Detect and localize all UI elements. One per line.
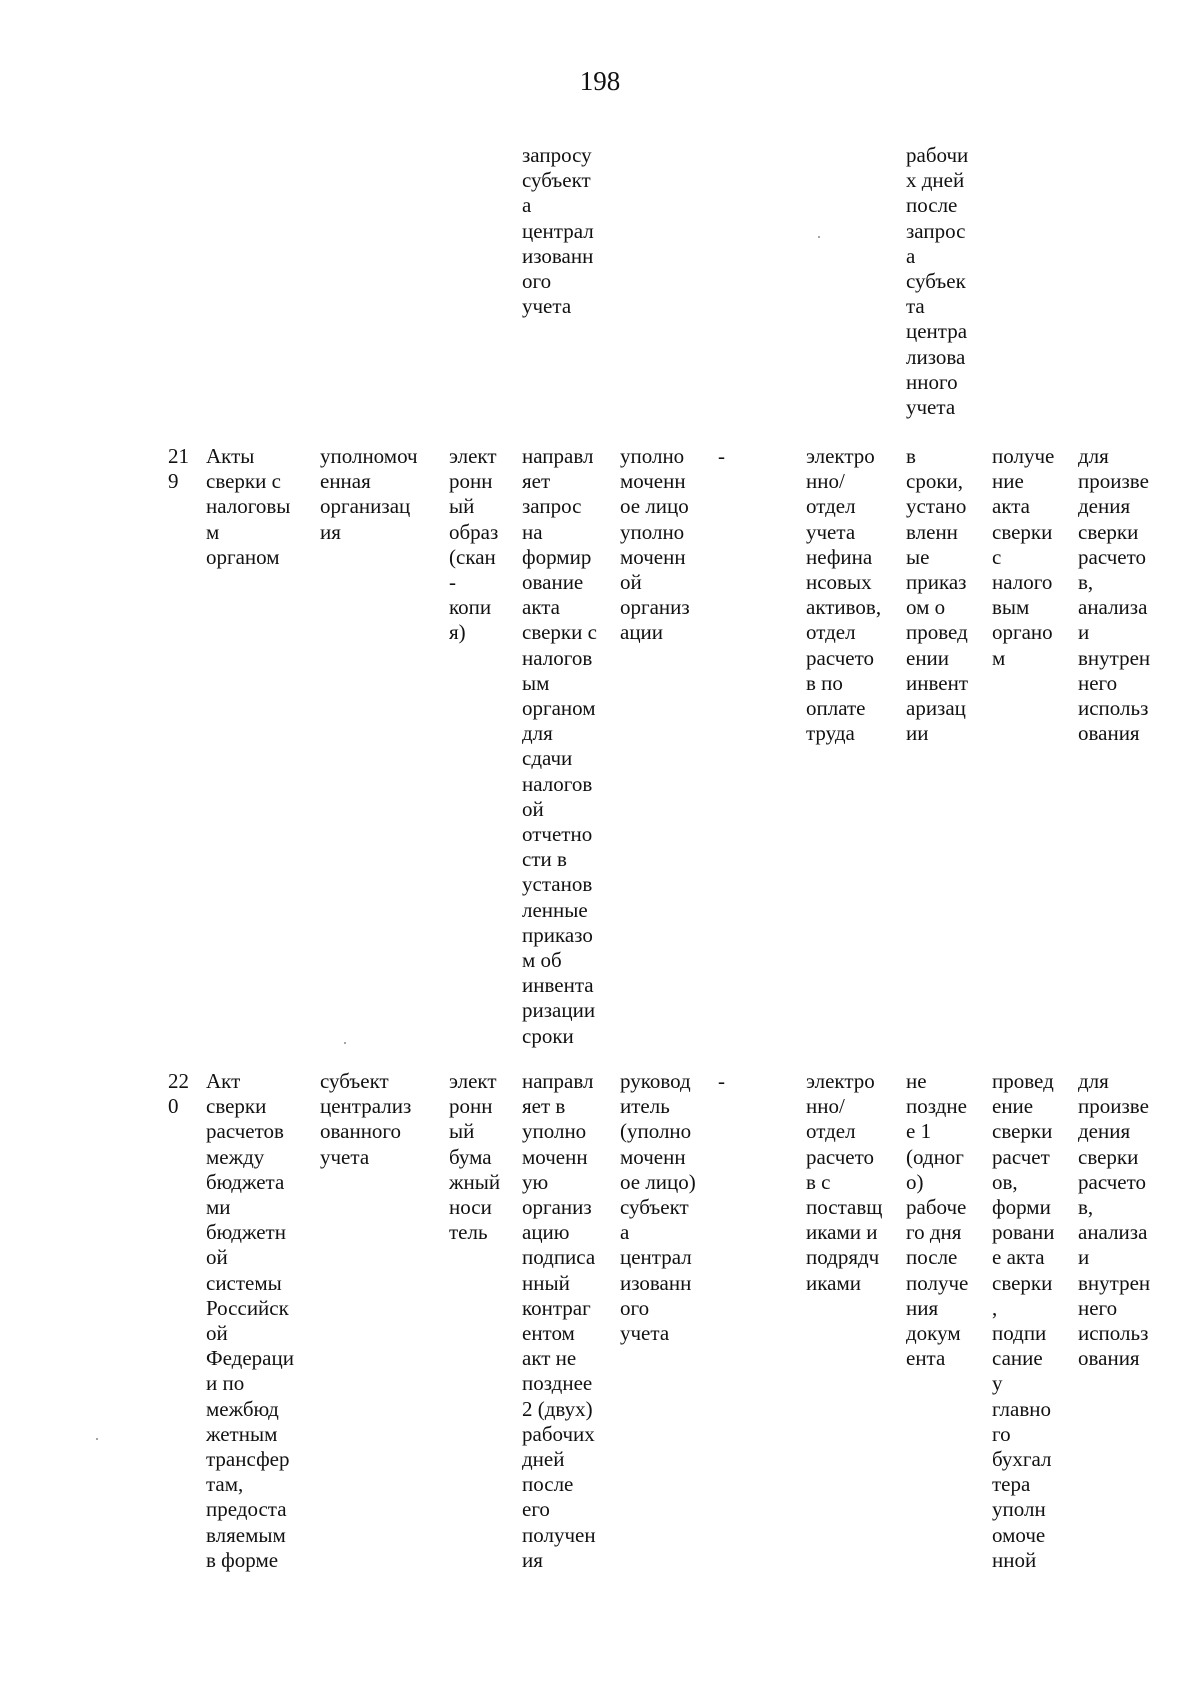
document-format-cell: элект ронн ый образ (скан - копи я): [449, 444, 499, 645]
document-format-cell: элект ронн ый бума жный носи тель: [449, 1069, 501, 1245]
scan-speck: [96, 1438, 98, 1440]
continuation-deadline-cell: рабочи х дней после запрос а субъек та центра лизова нного учета: [906, 143, 969, 420]
scan-speck: [344, 1042, 346, 1044]
document-name-cell: Акты сверки с налоговы м органом: [206, 444, 291, 569]
responsible-party-cell: субъект централиз ованного учета: [320, 1069, 412, 1169]
recipient-cell: электро нно/ отдел расчето в с поставщ иками и подрядч иками: [806, 1069, 883, 1295]
dash-cell: -: [718, 444, 725, 468]
operation-cell: провед ение сверки расчет ов, форми ровани е акта сверки , подпи сание у главно го бухгал тера уполн омоче нной: [992, 1069, 1055, 1572]
continuation-action-cell: запросу субъект а централ изованн ого учета: [522, 143, 594, 319]
dash-cell: -: [718, 1069, 725, 1093]
row-number: 21 9: [168, 444, 189, 494]
scan-speck: [818, 236, 820, 238]
deadline-cell: в сроки, устано вленн ые приказ ом о провед ении инвент аризац ии: [906, 444, 969, 746]
signer-cell: руковод итель (уполно моченн ое лицо) субъект а централ изованн ого учета: [620, 1069, 696, 1346]
responsible-party-cell: уполномоч енная организац ия: [320, 444, 418, 544]
purpose-cell: для произве дения сверки расчето в, анализа и внутрен него использ ования: [1078, 1069, 1151, 1371]
recipient-cell: электро нно/ отдел учета нефина нсовых активов, отдел расчето в по оплате труда: [806, 444, 882, 746]
page-number: 198: [579, 66, 621, 96]
action-cell: направл яет запрос на формир ование акта сверки с налогов ым органом для сдачи налогов ой отчетно сти в установ ленные приказо м об инвента ризации сроки: [522, 444, 597, 1048]
operation-cell: получе ние акта сверки с налого вым органо м: [992, 444, 1055, 670]
deadline-cell: не поздне е 1 (одног о) рабоче го дня после получе ния докум ента: [906, 1069, 969, 1371]
signer-cell: уполно моченн ое лицо уполно моченн ой организ ации: [620, 444, 690, 645]
row-number: 22 0: [168, 1069, 189, 1119]
document-name-cell: Акт сверки расчетов между бюджета ми бюджетн ой системы Российск ой Федераци и по межбюд жетным трансфер там, предоста вляемым в форме: [206, 1069, 294, 1572]
purpose-cell: для произве дения сверки расчето в, анализа и внутрен него использ ования: [1078, 444, 1151, 746]
action-cell: направл яет в уполно моченн ую организ ацию подписа нный контраг ентом акт не позднее 2 (двух) рабочих дней после его получен ия: [522, 1069, 596, 1572]
